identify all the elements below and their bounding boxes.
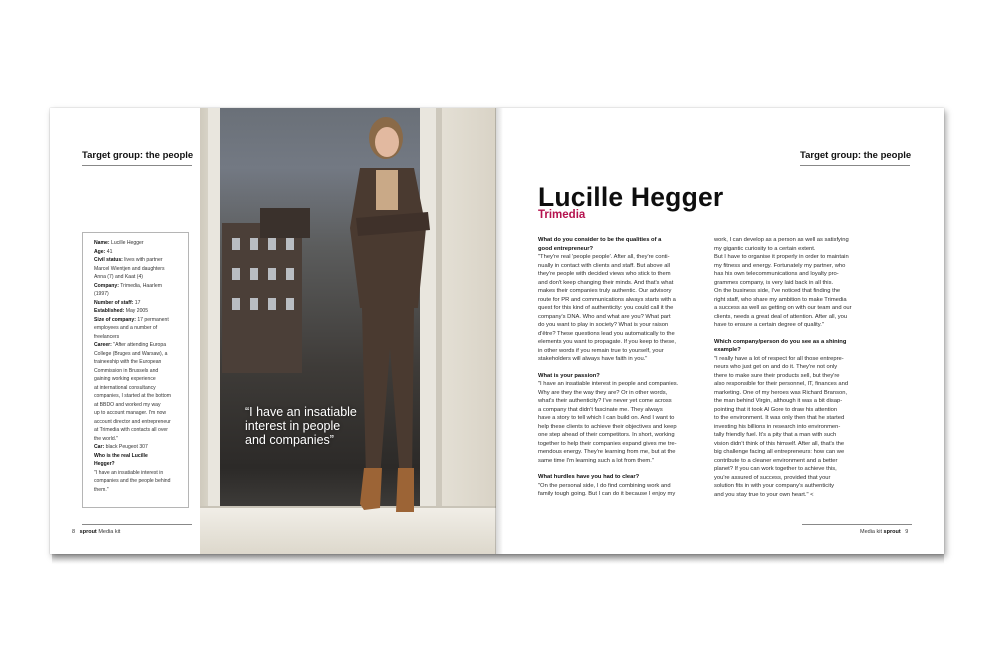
article-text-line: to the environment. It was only then that he started — [714, 415, 845, 421]
article-text-line: nually in contact with clients and staff. But above all — [538, 262, 671, 269]
article-text-line: neurs who just get on and do it. They're not only — [714, 364, 838, 370]
article-text-line: my gigantic curiosity to a certain extent. — [714, 245, 816, 252]
article-text-line: big challenge facing all entrepreneurs: how can we — [714, 449, 845, 455]
article-column-1 — [538, 236, 704, 499]
woman-figure — [200, 108, 496, 554]
article-text-line: and you stay true to your own heart." < — [714, 491, 814, 498]
staff-value: 17 — [134, 299, 141, 306]
article-text-line: tally friendly fuel. It's a pity that a man with such — [714, 432, 837, 438]
section-rule-right — [800, 165, 910, 166]
career-line: traineeship with the European — [94, 359, 162, 365]
real-answer: "I have an insatiable interest in — [94, 469, 164, 476]
article-text-line: family tough going. But I can do it because I enjoy my — [538, 491, 676, 497]
name-value: Lucille Hegger — [111, 240, 144, 246]
article-text-line: vision didn't think of this himself. After all, that's the — [714, 440, 845, 447]
article-text-line: route for PR and communications always starts with a — [538, 296, 676, 303]
article-text-line: company's DNA. Who and what are you? What part — [538, 313, 671, 320]
article-text-line: contribute to a cleaner environment and a better — [714, 457, 838, 464]
company-value: Trimedia, Haarlem — [120, 282, 162, 289]
career-label: Career: — [94, 342, 112, 348]
article-text-line: "I really have a lot of respect for all those entrepre- — [714, 355, 844, 362]
established-label: Established: — [94, 308, 125, 314]
page-gutter — [495, 108, 503, 554]
article-text-line: Why are they the way they are? Or in other words, — [538, 389, 668, 396]
article-text-line: and don't keep changing their minds. And that's what — [538, 279, 674, 286]
section-label-left: Target group: the people — [82, 150, 194, 161]
article-text-line: investing his billions in research into environmen- — [714, 423, 841, 430]
pull-quote-line: and companies” — [245, 433, 334, 447]
article-text-line: makes their companies truly authentic. Our advisory — [538, 288, 672, 294]
article-text-line: in other words if you remain true to yourself, your — [538, 347, 664, 354]
paragraph-gap — [538, 465, 704, 473]
career-line: account director and entrepreneur — [94, 418, 171, 425]
paragraph-gap — [538, 364, 704, 372]
profile-sidebar — [82, 232, 189, 508]
paragraph-gap — [714, 330, 880, 338]
career-line: up to account manager. I'm now — [94, 410, 167, 416]
article-text-line: you're assured of success, provided that your — [714, 474, 831, 481]
article-text-line: a company that didn't fascinate me. They always — [538, 406, 663, 413]
civil-status-label: Civil status: — [94, 257, 123, 263]
section-rule-left — [82, 165, 192, 166]
footer-right — [860, 529, 908, 535]
magazine-spread — [50, 108, 944, 554]
article-text-line: they're people with decided views who stick to them — [538, 271, 671, 277]
article-text-line: On the business side, I've noticed that finding the — [714, 288, 841, 294]
article-text-line: same time I'm learning such a lot from them." — [538, 457, 654, 464]
page-number-left: 8 — [72, 529, 76, 535]
article-text-line: there to make sure their products sell, but they're — [714, 372, 840, 379]
article-question-line: example? — [714, 347, 741, 353]
established-value: May 2005 — [125, 308, 149, 314]
article-text-line: have a story to tell which I can build on. And I want to — [538, 415, 675, 421]
article-text-line: solution fits in with your company's authenticity — [714, 483, 834, 489]
article-text-line: also responsible for their personnel, IT, finances and — [714, 381, 849, 387]
article-question-line: What do you consider to be the qualities of a — [538, 237, 662, 243]
name-label: Name: — [94, 240, 110, 246]
car-value: black Peugeot 307 — [105, 444, 148, 450]
career-line: Commission in Brussels and — [94, 367, 159, 374]
career-line: "After attending Europa — [113, 342, 167, 348]
article-text-line: do you want to play in society? What is your raison — [538, 322, 669, 328]
article-text-line: "They're real 'people people'. After all, they're conti- — [538, 254, 670, 260]
section-label-right: Target group: the people — [800, 150, 912, 161]
civil-status-line: Anna (7) and Kaat (4) — [94, 274, 143, 280]
article-text-line: mendous energy. They're learning from me, but at the — [538, 449, 676, 455]
career-line: the world." — [94, 435, 118, 442]
real-question: Hegger? — [94, 461, 115, 467]
company-line: (1997) — [94, 291, 109, 297]
article-text-line: pointing that it took Al Gore to draw his attention — [714, 406, 838, 413]
article-text-line: together to help their companies expand gives me tre- — [538, 440, 677, 447]
brand-logo-left: sprout — [79, 529, 97, 535]
article-question-line: What is your passion? — [538, 372, 600, 379]
article-question-line: Which company/person do you see as a shining — [714, 338, 847, 345]
brand-logo-right: sprout — [883, 529, 901, 535]
article-text-line: help these clients to achieve their objectives and keep — [538, 423, 677, 430]
article-text-line: clients, needs a great deal of attention. After all, you — [714, 313, 848, 320]
article-text-line: But I have to organise it properly in order to maintain — [714, 254, 849, 260]
career-line: gaining working experience — [94, 376, 156, 382]
car-label: Car: — [94, 444, 105, 450]
pull-quote — [245, 405, 405, 447]
staff-label: Number of staff: — [94, 299, 134, 306]
article-text-line: work, I can develop as a person as well as satisfying — [714, 237, 849, 243]
article-text-line: what's their authenticity? I've never yet come across — [538, 398, 672, 404]
footer-text-left: Media kit — [98, 529, 121, 535]
size-value: 17 permanent — [137, 316, 169, 323]
portrait-photo — [200, 108, 496, 554]
article-text-line: grammes company, is very laid back in all this. — [714, 279, 834, 286]
real-question: Who is the real Lucille — [94, 452, 148, 459]
article-text-line: a success as well as getting on with our team and our — [714, 305, 852, 311]
age-label: Age: — [94, 248, 106, 255]
article-question-line: good entrepreneur? — [538, 245, 594, 252]
civil-status-value: lives with partner — [124, 257, 163, 263]
civil-status-line: Marcel Wientjen and daughters — [94, 265, 165, 272]
article-text-line: have to ensure a certain degree of quality." — [714, 322, 824, 328]
article-text-line: one step ahead of their competitors. In short, working — [538, 432, 675, 438]
article-text-line: planet? If you can work together to achieve this, — [714, 466, 837, 472]
article-text-line: elements you want to propagate. If you keep to these, — [538, 339, 676, 345]
career-line: at BBDO and worked my way — [94, 401, 161, 408]
career-line: at international consultancy — [94, 384, 156, 391]
pull-quote-line: “I have an insatiable — [245, 405, 357, 419]
real-answer: companies and the people behind — [94, 478, 171, 484]
article-text-line: my fitness and energy. Fortunately my partner, who — [714, 262, 846, 269]
size-label: Size of company: — [94, 316, 136, 323]
article-text-line: marketing. One of my heroes was Richard Branson, — [714, 389, 848, 396]
career-line: companies, I started at the bottom — [94, 393, 172, 399]
footer-text-right: Media kit — [860, 529, 883, 535]
pull-quote-line: interest in people — [245, 419, 341, 433]
article-column-2 — [714, 236, 880, 499]
footer-rule-left — [82, 524, 192, 525]
page-number-right: 9 — [905, 529, 909, 535]
career-line: at Trimedia with contacts all over — [94, 427, 168, 433]
article-text-line: "On the personal side, I do find combining work and — [538, 482, 671, 489]
footer-left — [72, 529, 120, 535]
article-text-line: d'être? These questions lead you automatically to the — [538, 330, 675, 337]
career-line: College (Bruges and Warsaw), a — [94, 350, 168, 357]
article-text-line: the man behind Virgin, although it was a bit disap- — [714, 398, 843, 404]
article-text-line: "I have an insatiable interest in people and companies. — [538, 381, 679, 387]
footer-rule-right — [802, 524, 912, 525]
article-text-line: right staff, who share my ambition to make Trimedia — [714, 296, 847, 303]
company-label: Company: — [94, 282, 119, 289]
article-text-line: quest for this kind of authenticity: you could call it the — [538, 305, 674, 311]
real-answer: them." — [94, 486, 109, 493]
age-value: 41 — [106, 248, 113, 255]
article-text-line: has his own telecommunications and loyalty pro- — [714, 271, 839, 277]
size-line: freelancers — [94, 333, 120, 340]
interviewee-company: Trimedia — [538, 209, 586, 221]
article-text-line: stakeholders will always have faith in you." — [538, 356, 648, 362]
article-question-line: What hurdles have you had to clear? — [538, 474, 640, 480]
interviewee-name: Lucille Hegger — [538, 182, 724, 212]
size-line: employees and a number of — [94, 325, 158, 331]
